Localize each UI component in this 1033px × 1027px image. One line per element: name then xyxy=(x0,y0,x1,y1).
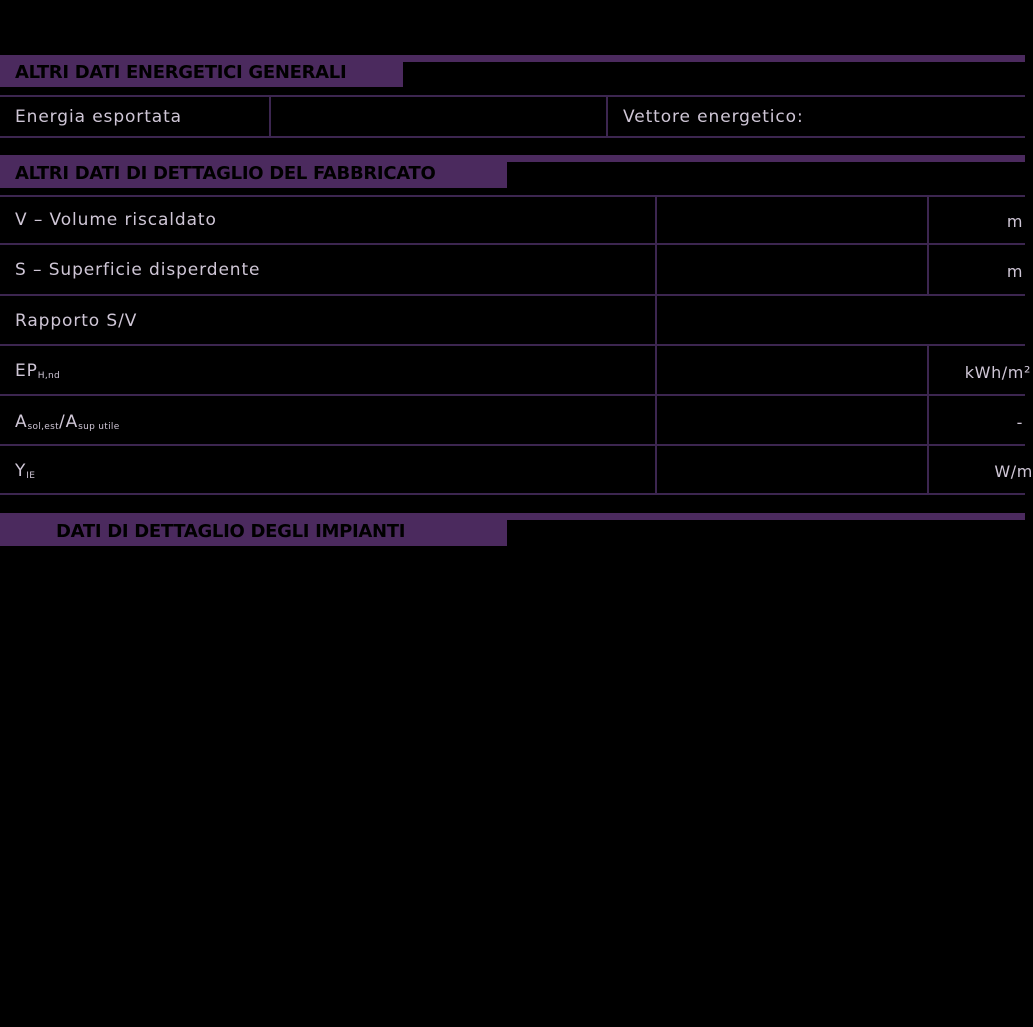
energy-vector-label: Vettore energetico: xyxy=(623,107,804,127)
yie-label-sub: IE xyxy=(26,471,36,481)
sv-ratio-label: Rapporto S/V xyxy=(15,311,138,331)
asol-label-a2: A xyxy=(65,412,79,432)
building-unit-column-divider-lower xyxy=(927,345,929,494)
general-divider-1 xyxy=(269,96,271,137)
dispersing-surface-unit: m xyxy=(1006,262,1023,281)
general-divider-2 xyxy=(606,96,608,137)
section-title-general: ALTRI DATI ENERGETICI GENERALI xyxy=(0,59,403,87)
building-line-5 xyxy=(0,444,1025,446)
building-line-1 xyxy=(0,243,1025,245)
asol-ratio-unit: - xyxy=(1016,413,1023,432)
building-table-top-line xyxy=(0,195,1025,197)
asol-label-a1-sub: sol,est xyxy=(27,422,59,432)
asol-ratio-label xyxy=(15,412,120,432)
general-row-top-line xyxy=(0,95,1025,97)
ephnd-label-main: EP xyxy=(15,361,38,381)
general-row-bottom-line xyxy=(0,136,1025,138)
asol-label-sep: / xyxy=(58,412,66,432)
building-line-4 xyxy=(0,394,1025,396)
exported-energy-label: Energia esportata xyxy=(15,107,182,127)
ephnd-unit: kWh/m² xyxy=(964,363,1031,382)
heated-volume-label: V – Volume riscaldato xyxy=(15,210,217,230)
building-unit-column-divider-upper xyxy=(927,196,929,295)
building-line-2 xyxy=(0,294,1025,296)
yie-unit: W/m xyxy=(994,462,1033,481)
building-line-3 xyxy=(0,344,1025,346)
building-table-bottom-line xyxy=(0,493,1025,495)
section-title-systems: DATI DI DETTAGLIO DEGLI IMPIANTI xyxy=(0,518,507,546)
ephnd-label-sub: H,nd xyxy=(37,371,61,381)
ephnd-label xyxy=(15,361,60,381)
yie-label xyxy=(15,461,35,481)
heated-volume-unit: m xyxy=(1006,212,1023,231)
dispersing-surface-label: S – Superficie disperdente xyxy=(15,260,261,280)
asol-label-a2-sub: sup utile xyxy=(78,422,120,432)
yie-label-main: Y xyxy=(15,461,27,481)
asol-label-a1: A xyxy=(15,412,28,432)
section-title-building: ALTRI DATI DI DETTAGLIO DEL FABBRICATO xyxy=(0,160,507,188)
building-value-column-divider xyxy=(655,196,657,494)
